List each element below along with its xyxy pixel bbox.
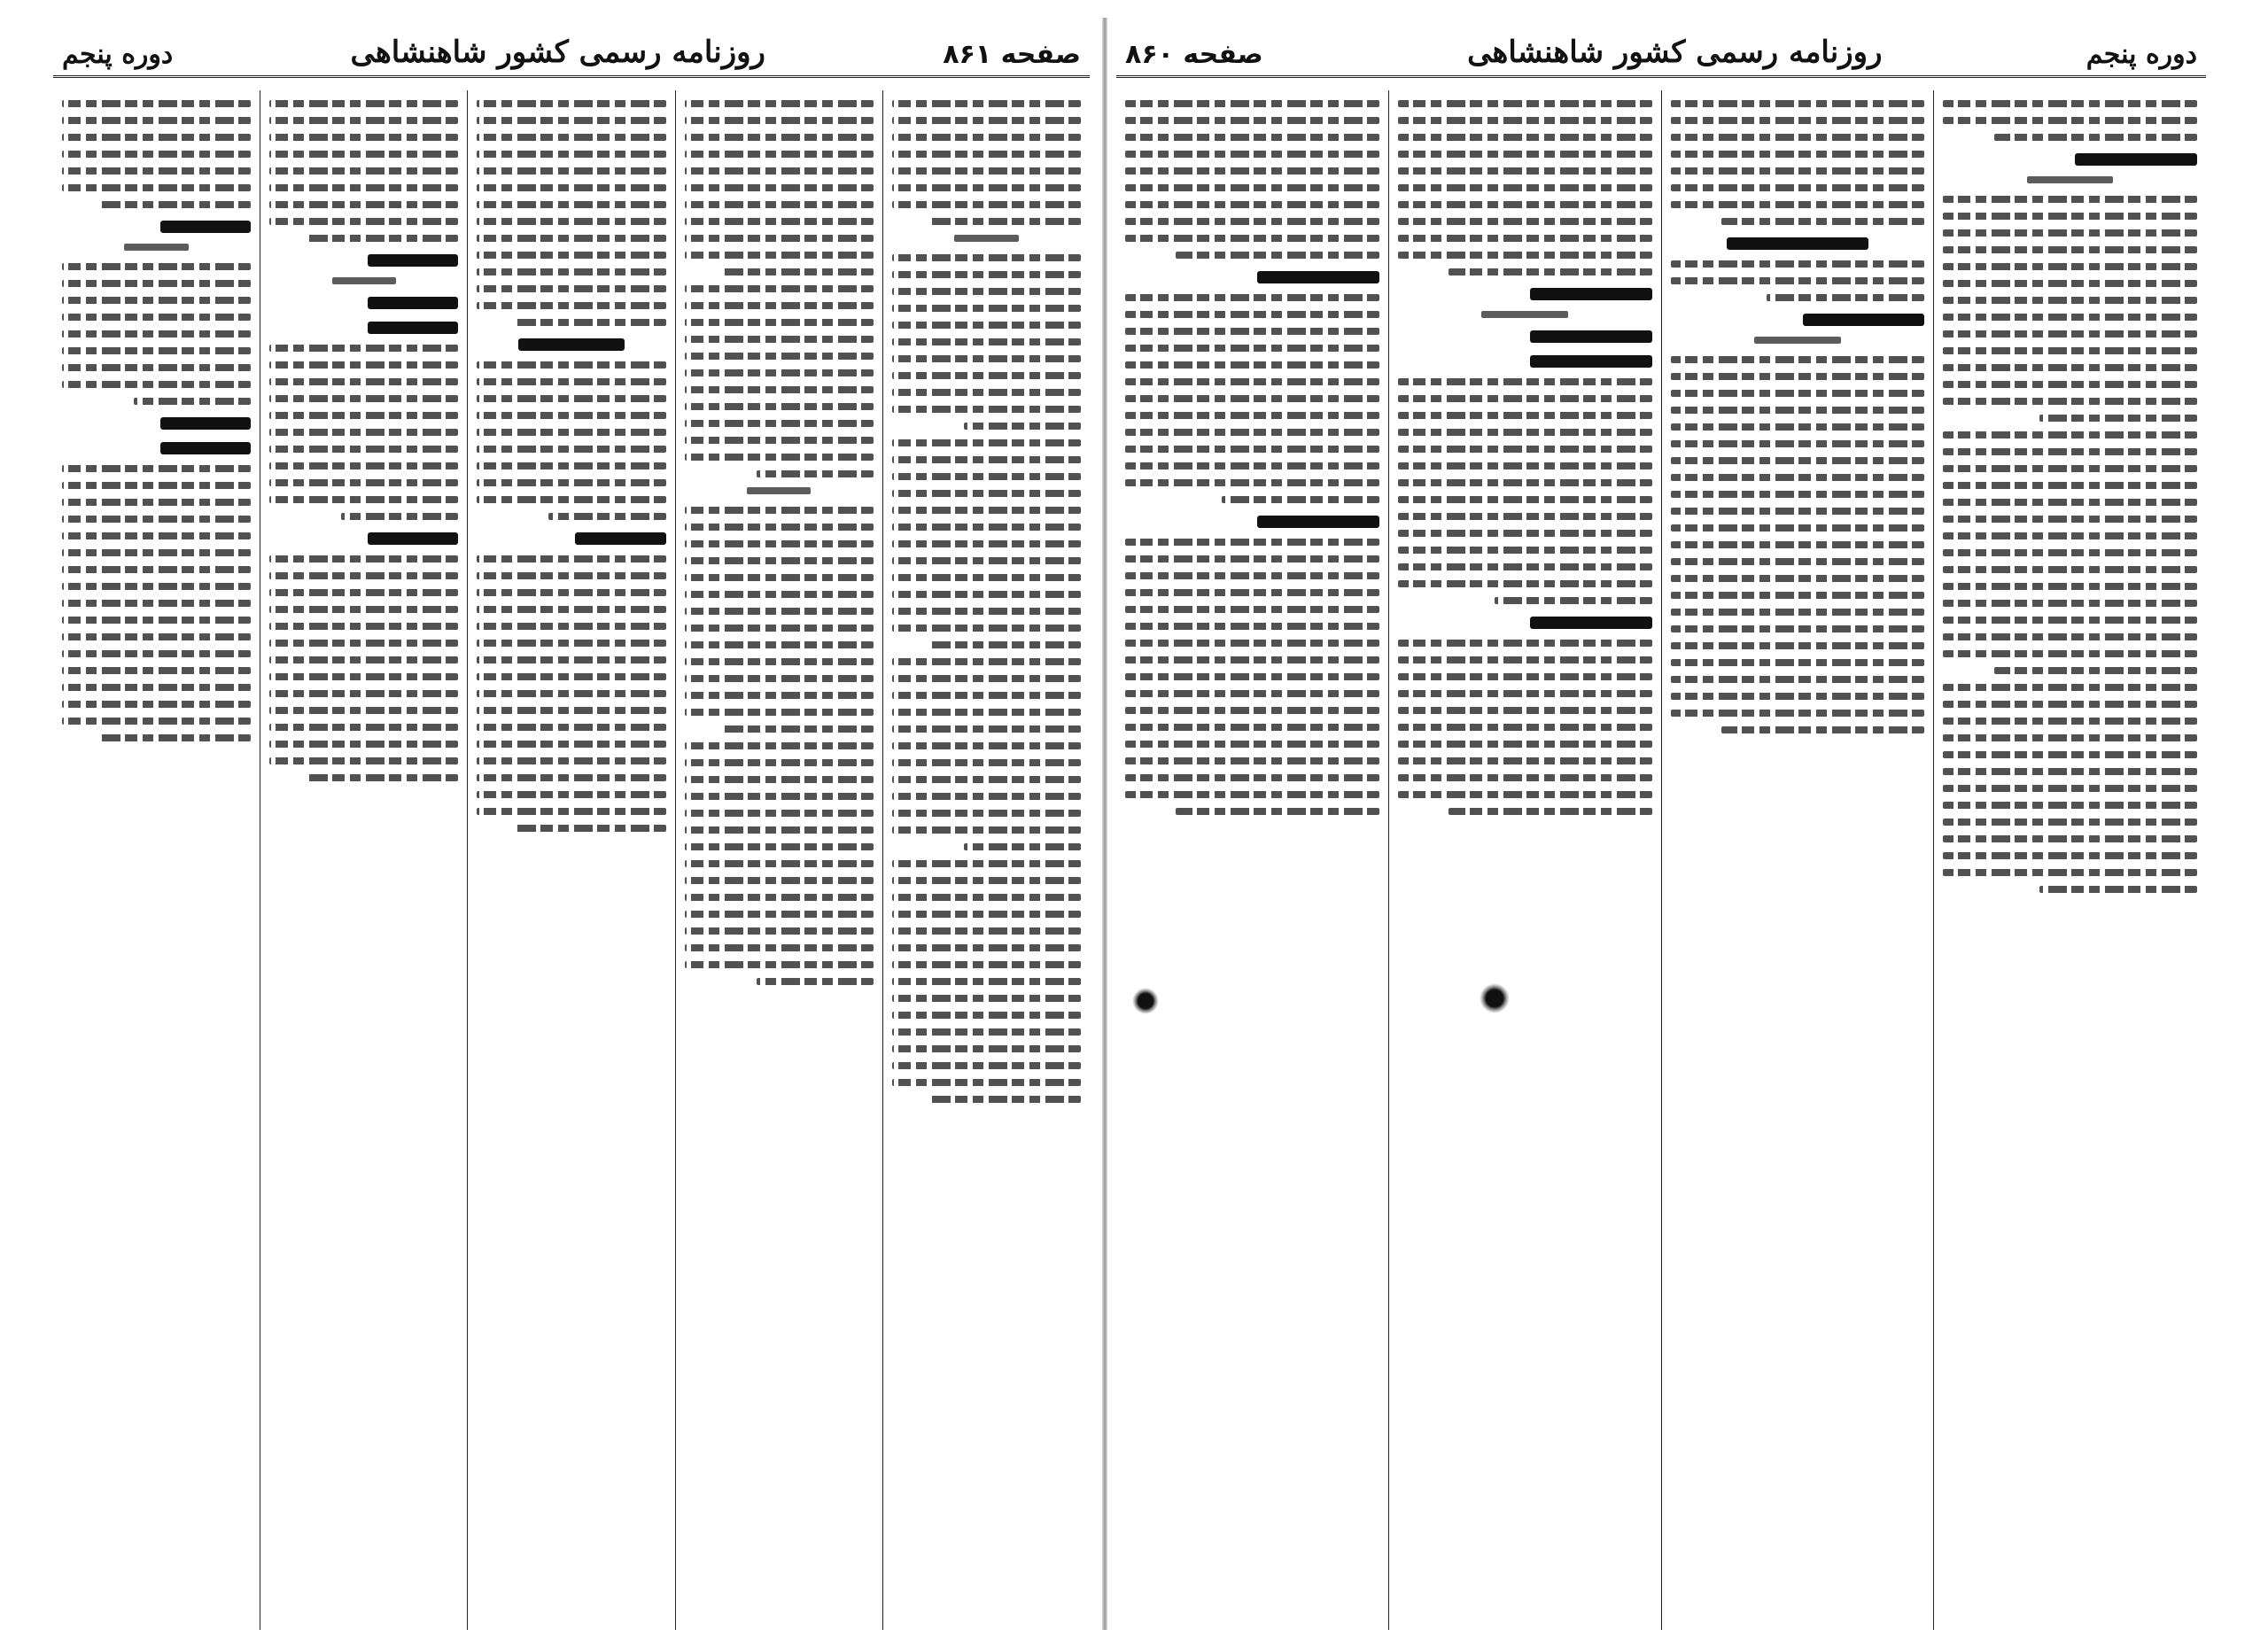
session-label: دوره پنجم (62, 39, 174, 70)
paragraph (269, 100, 458, 242)
speaker-heading (2075, 153, 2197, 166)
paragraph (62, 263, 251, 405)
text-column (675, 90, 882, 1630)
speaker-heading (368, 322, 458, 334)
paragraph (1398, 640, 1652, 815)
page-number: صفحه ۸۶۱ (943, 39, 1081, 70)
paragraph (269, 555, 458, 781)
newspaper-title: روزنامه رسمی کشور شاهنشاهی (350, 35, 765, 70)
text-columns (53, 90, 1090, 1630)
paragraph (1943, 684, 2197, 893)
paragraph (892, 439, 1081, 648)
paragraph (1943, 431, 2197, 674)
speaker-heading (368, 254, 458, 267)
text-column (1116, 90, 1388, 1630)
parenthetical-note (954, 235, 1018, 242)
text-column (1388, 90, 1661, 1630)
speaker-heading (1727, 237, 1869, 250)
paragraph (1398, 378, 1652, 604)
paragraph (1943, 196, 2197, 422)
parenthetical-note (332, 277, 396, 284)
paragraph (269, 345, 458, 520)
paragraph (1125, 100, 1379, 259)
speaker-heading (160, 417, 251, 430)
paragraph (1125, 539, 1379, 815)
paragraph (1671, 356, 1925, 733)
page-header-right (1116, 27, 2206, 78)
newspaper-title: روزنامه رسمی کشور شاهنشاهی (1467, 35, 1883, 70)
speaker-heading (160, 221, 251, 233)
text-column (1933, 90, 2206, 1630)
paragraph (685, 742, 874, 985)
paragraph (1125, 294, 1379, 503)
parenthetical-note (124, 244, 188, 251)
speaker-heading (518, 338, 624, 351)
paragraph (1671, 260, 1925, 301)
session-label: دوره پنجم (2085, 39, 2197, 70)
paragraph (477, 100, 665, 326)
parenthetical-note (1481, 311, 1567, 318)
paragraph (892, 658, 1081, 850)
page-861 (53, 27, 1090, 1630)
paragraph (477, 555, 665, 832)
paragraph (62, 100, 251, 208)
speaker-heading (1257, 271, 1379, 283)
paragraph (892, 100, 1081, 225)
text-column (1661, 90, 1934, 1630)
ink-blot (1132, 988, 1159, 1014)
speaker-heading (1530, 617, 1652, 629)
paragraph (477, 361, 665, 520)
speaker-heading (1257, 516, 1379, 528)
book-gutter (1102, 18, 1107, 1630)
paragraph (685, 285, 874, 477)
speaker-heading (368, 532, 458, 545)
paragraph (685, 507, 874, 733)
text-columns (1116, 90, 2206, 1630)
text-column (467, 90, 674, 1630)
parenthetical-note (2027, 176, 2113, 183)
page-header-left (53, 27, 1090, 78)
paragraph (892, 860, 1081, 1103)
paragraph (1943, 100, 2197, 141)
paragraph (685, 100, 874, 275)
paragraph (892, 254, 1081, 430)
page-number: صفحه ۸۶۰ (1125, 39, 1263, 70)
ink-blot (1480, 983, 1510, 1013)
text-column (260, 90, 467, 1630)
paragraph (62, 465, 251, 741)
text-column (53, 90, 260, 1630)
page-860 (1116, 27, 2206, 1630)
parenthetical-note (1754, 337, 1840, 344)
parenthetical-note (747, 487, 811, 494)
text-column (882, 90, 1090, 1630)
speaker-heading (1530, 288, 1652, 300)
speaker-heading (368, 297, 458, 309)
speaker-heading (1803, 314, 1925, 326)
speaker-heading (1530, 355, 1652, 368)
paragraph (1671, 100, 1925, 225)
speaker-heading (160, 442, 251, 454)
paragraph (1398, 100, 1652, 275)
speaker-heading (575, 532, 665, 545)
speaker-heading (1530, 330, 1652, 343)
